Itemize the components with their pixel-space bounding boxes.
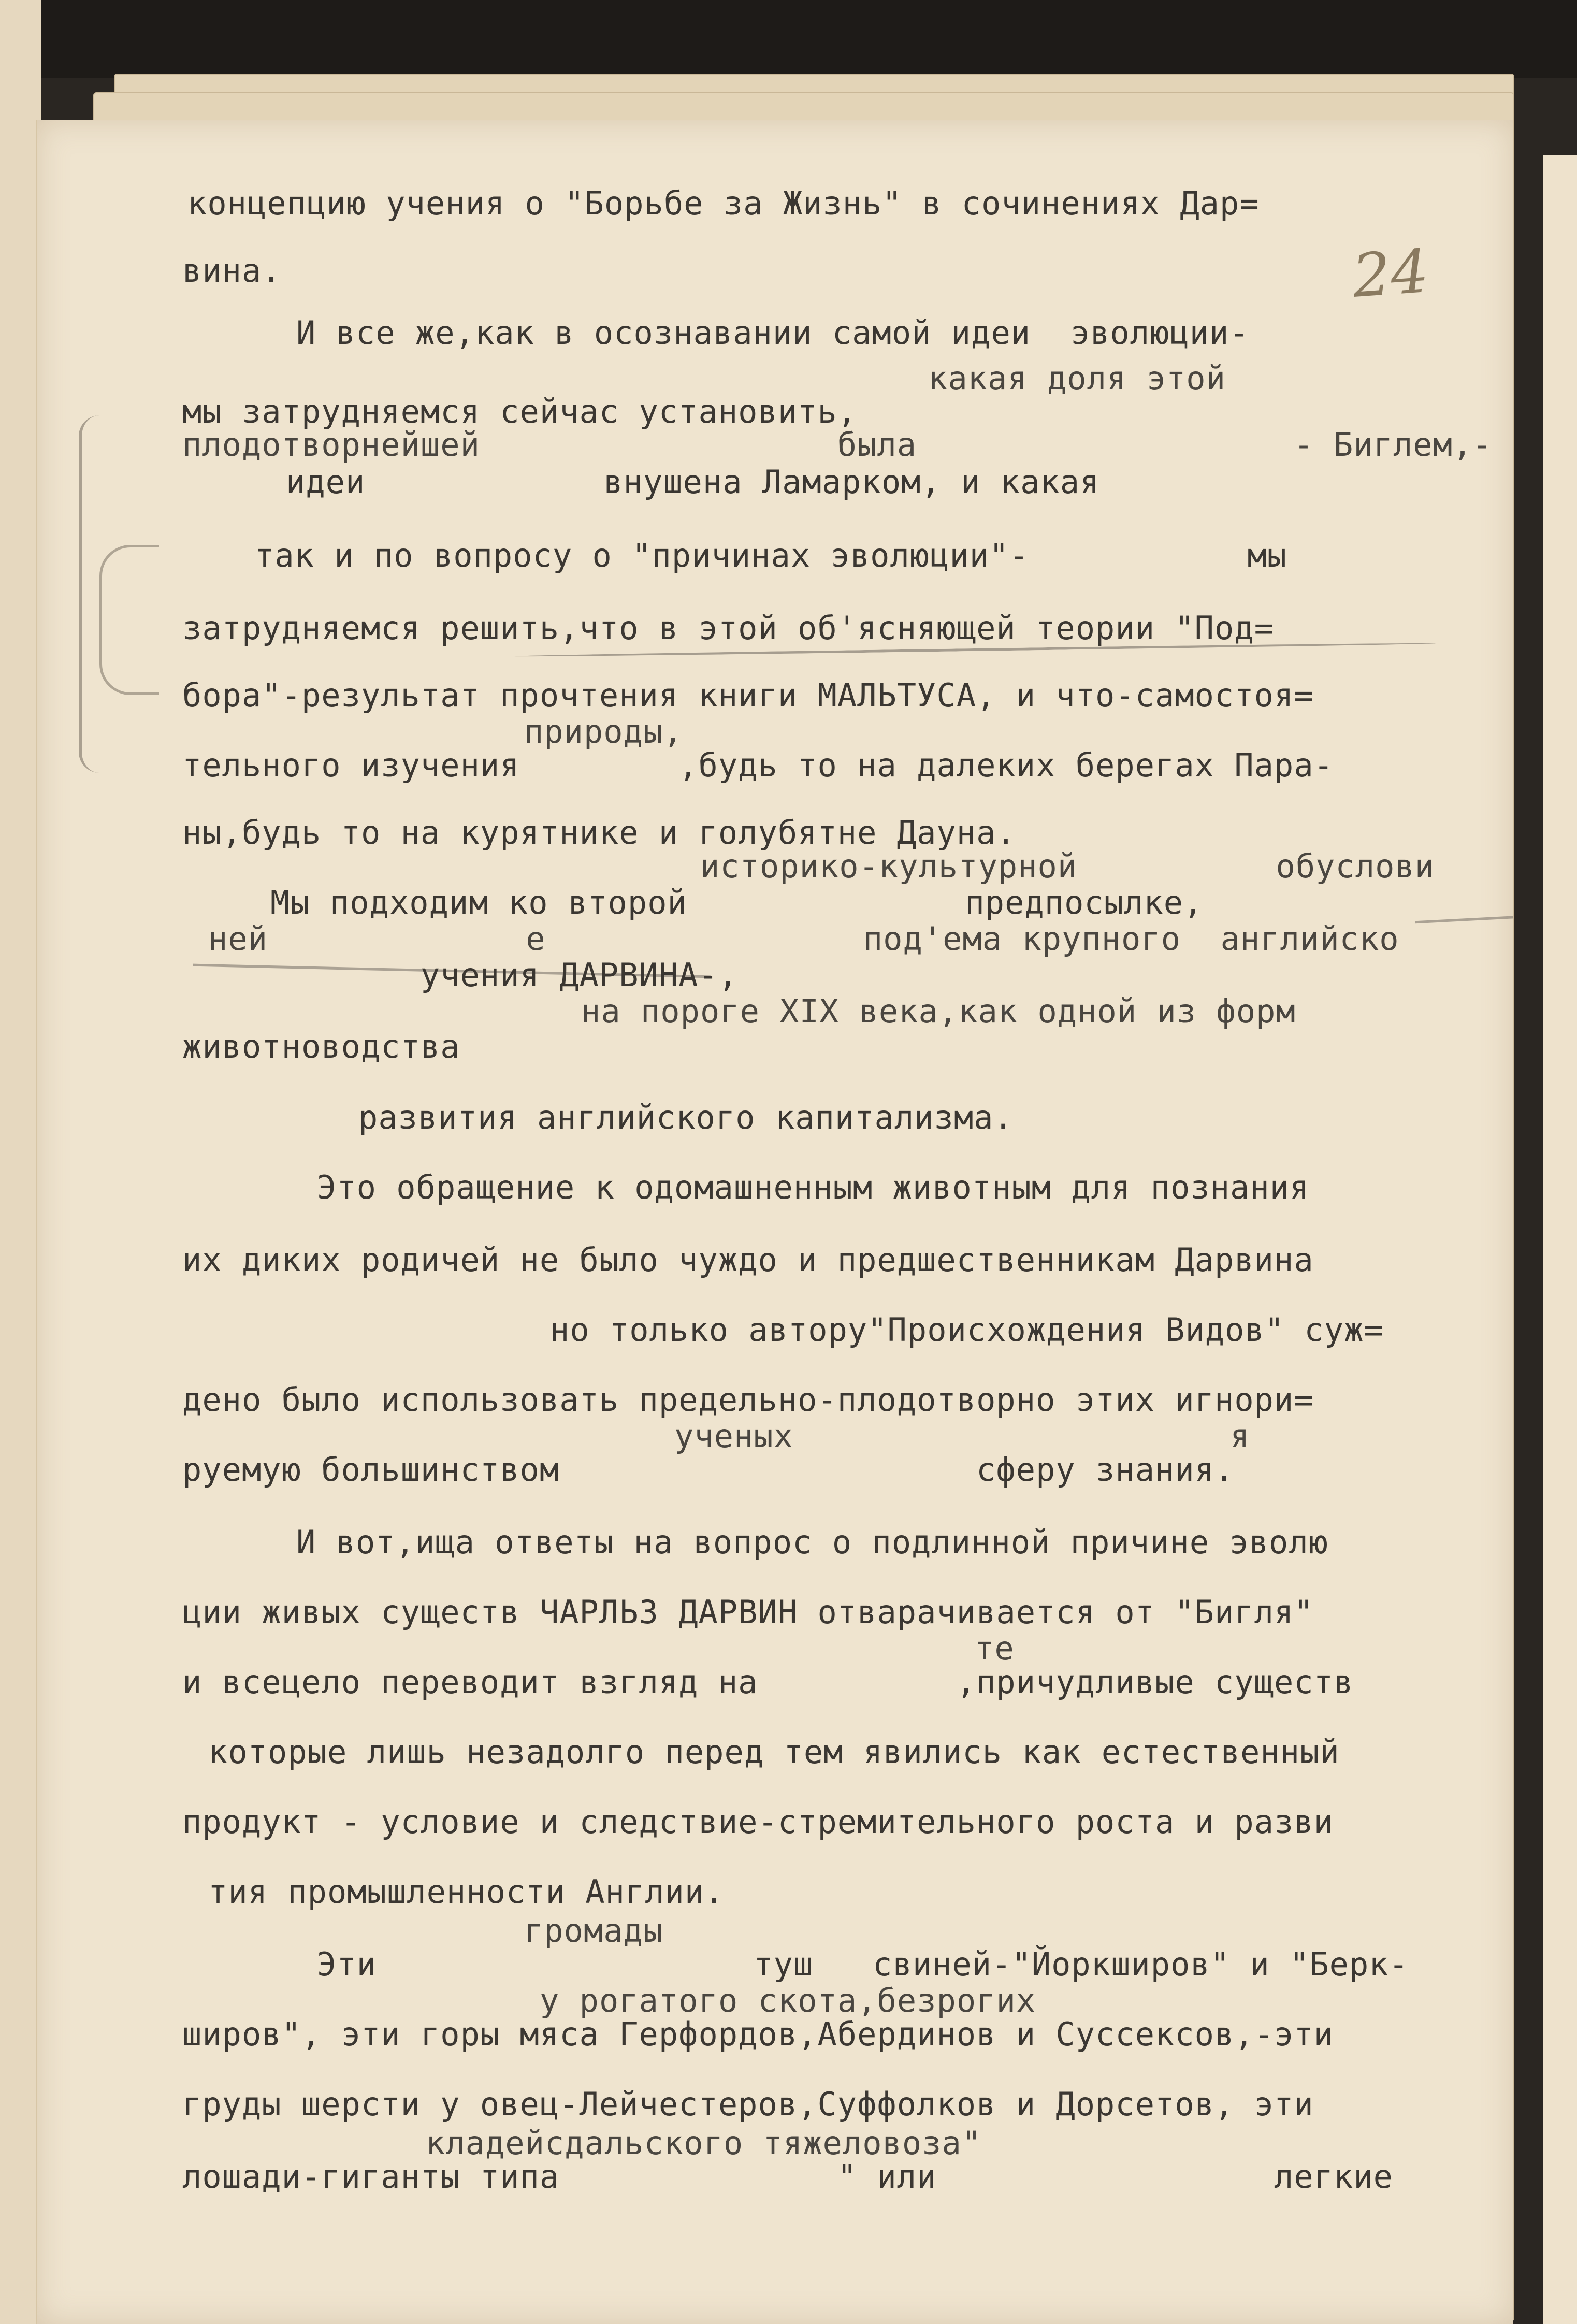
text-line: И все же,как в осознавании самой идеи эволюции- bbox=[296, 314, 1249, 352]
inserted-text-line: громады bbox=[524, 1912, 663, 1950]
text-line: затрудняемся решить,что в этой об'ясняющей теории "Под= bbox=[182, 609, 1274, 647]
text-line: развития английского капитализма. bbox=[358, 1099, 1014, 1136]
text-line: мы затрудняемся сейчас установить, bbox=[182, 393, 858, 430]
text-line: которые лишь незадолго перед тем явились как естественный bbox=[208, 1733, 1340, 1771]
inserted-text-line: на пороге XIX века,как одной из форм bbox=[581, 992, 1296, 1030]
text-line: ции живых существ ЧАРЛЬЗ ДАРВИН отварачивается от "Бигля" bbox=[182, 1593, 1314, 1631]
text-line: продукт - условие и следствие-стремительного роста и разви bbox=[182, 1803, 1334, 1841]
text-line: их диких родичей не было чуждо и предшественникам Дарвина bbox=[182, 1241, 1314, 1279]
text-line: тия промышленности Англии. bbox=[208, 1873, 725, 1911]
text-line: и всецело переводит взгляд на ,причудливые существ bbox=[182, 1663, 1354, 1701]
text-line: животноводства bbox=[182, 1028, 460, 1065]
text-line: Мы подходим ко второй предпосылке, bbox=[270, 884, 1204, 921]
typewritten-page bbox=[36, 120, 1513, 2324]
text-line: ны,будь то на курятнике и голубятне Дауна. bbox=[182, 814, 1016, 851]
inserted-text-line: какая доля этой bbox=[928, 359, 1226, 397]
text-line: груды шерсти у овец-Лейчестеров,Суффолков и Дорсетов, эти bbox=[182, 2085, 1314, 2123]
inserted-text-line: кладейсдальского тяжеловоза" bbox=[426, 2124, 982, 2162]
text-line: вина. bbox=[182, 252, 282, 290]
text-line: дено было использовать предельно-плодотворно этих игнори= bbox=[182, 1381, 1314, 1419]
text-line: лошади-гиганты типа " или легкие bbox=[182, 2158, 1393, 2196]
pencil-underline bbox=[1415, 915, 1513, 924]
inserted-text-line: плодотворнейшей была - Биглем,- bbox=[182, 426, 1493, 464]
inserted-text-line: ней е под'ема крупного английско bbox=[208, 920, 1399, 958]
scan-background-top bbox=[0, 0, 1577, 78]
text-line: так и по вопросу о "причинах эволюции"- мы bbox=[255, 537, 1287, 574]
text-line: учения ДАРВИНА-, bbox=[182, 956, 739, 994]
scan-background-right bbox=[1543, 155, 1577, 2324]
handwritten-page-number: 24 bbox=[1350, 237, 1431, 311]
text-line: Эти туш свиней-"Йоркширов" и "Берк- bbox=[317, 1945, 1409, 1983]
text-line: широв", эти горы мяса Герфордов,Абердинов и Суссексов,-эти bbox=[182, 2015, 1334, 2053]
text-line: но только автору"Происхождения Видов" суж= bbox=[550, 1311, 1384, 1349]
inserted-text-line: у рогатого скота,безрогих bbox=[540, 1982, 1036, 2019]
text-line: тельного изучения ,будь то на далеких берегах Пара- bbox=[182, 746, 1334, 784]
scan-background-left bbox=[0, 0, 41, 2324]
text-line: идеи внушена Ламарком, и какая bbox=[286, 463, 1100, 501]
text-line: руемую большинством сферу знания. bbox=[182, 1451, 1235, 1489]
text-line: бора"-результат прочтения книги МАЛЬТУСА, и что-самостоя= bbox=[182, 676, 1314, 714]
text-line: концепцию учения о "Борьбе за Жизнь" в сочинениях Дар= bbox=[187, 184, 1260, 222]
text-line: И вот,ища ответы на вопрос о подлинной причине эволю bbox=[296, 1523, 1329, 1561]
inserted-text-line: историко-культурной обуслови bbox=[700, 847, 1435, 885]
margin-pencil-mark bbox=[99, 545, 159, 695]
text-line: Это обращение к одомашненным животным для познания bbox=[317, 1168, 1310, 1206]
inserted-text-line: природы, bbox=[524, 713, 683, 750]
inserted-text-line: те bbox=[975, 1629, 1015, 1667]
inserted-text-line: ученых я bbox=[674, 1417, 1250, 1455]
